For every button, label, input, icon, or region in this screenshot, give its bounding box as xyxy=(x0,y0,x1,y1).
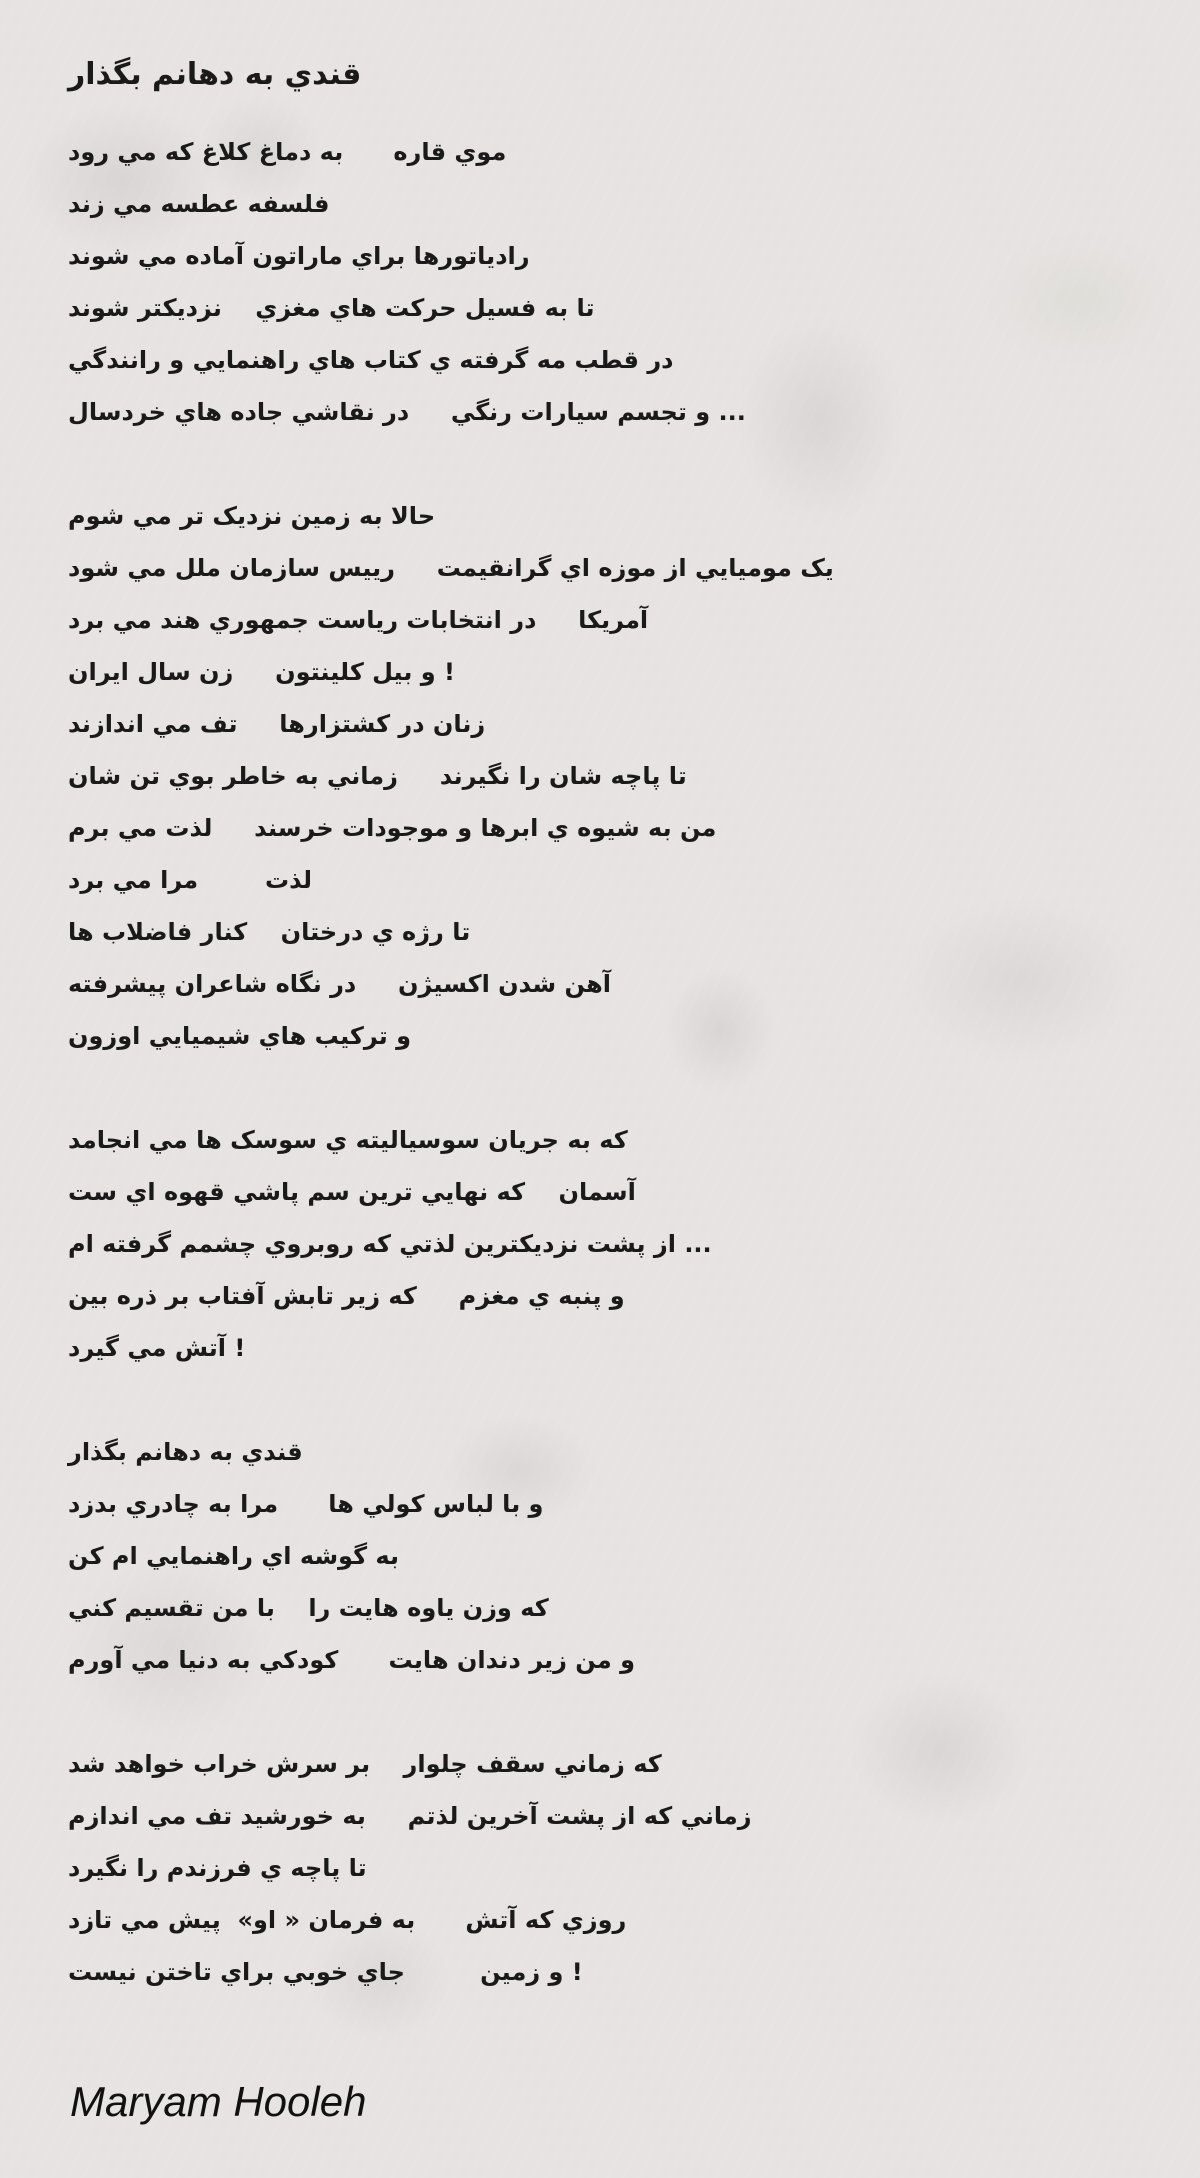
poem-line: روزي که آتش به فرمان « او» پيش مي تازد xyxy=(68,1906,627,1934)
poem-line: که به جريان سوسياليته ي سوسک ها مي انجامد xyxy=(68,1126,628,1154)
poem-line: آسمان که نهايي ترين سم پاشي قهوه اي ست xyxy=(68,1178,636,1206)
poem-line: حالا به زمين نزديک تر مي شوم xyxy=(68,502,436,530)
poem-line: به گوشه اي راهنمايي ام کن xyxy=(68,1542,399,1570)
poem-line: آهن شدن اکسيژن در نگاه شاعران پيشرفته xyxy=(68,970,611,998)
stanza-2 xyxy=(68,490,1148,1062)
poem-line: تا به فسيل حرکت هاي مغزي نزديکتر شوند xyxy=(68,294,595,322)
poem-line: فلسفه عطسه مي زند xyxy=(68,190,330,218)
poem-line: و با لباس کولي ها مرا به چادري بدزد xyxy=(68,1490,544,1518)
poem-line: زماني که از پشت آخرين لذتم به خورشيد تف مي اندازم xyxy=(68,1802,752,1830)
poem-line: ! و زمين جاي خوبي براي تاختن نيست xyxy=(68,1958,583,1986)
poem-line: تا پاچه ي فرزندم را نگيرد xyxy=(68,1854,367,1882)
author-name: Maryam Hooleh xyxy=(70,2078,367,2125)
poem-line: ! و بيل کلينتون زن سال ايران xyxy=(68,658,455,686)
poem-line: ! آتش مي گيرد xyxy=(68,1334,246,1362)
poem-line: رادياتورها براي ماراتون آماده مي شوند xyxy=(68,242,530,270)
poem-line: که زماني سقف چلوار بر سرش خراب خواهد شد xyxy=(68,1750,662,1778)
poem-line: ... از پشت نزديکترين لذتي که روبروي چشمم گرفته ام xyxy=(68,1230,712,1258)
poem-line: در قطب مه گرفته ي کتاب هاي راهنمايي و رانندگي xyxy=(68,346,674,374)
poem-line: که وزن ياوه هايت را با من تقسيم کني xyxy=(68,1594,549,1622)
poem-line: و من زير دندان هايت کودکي به دنيا مي آورم xyxy=(68,1646,636,1674)
poem-line: تا رژه ي درختان کنار فاضلاب ها xyxy=(68,918,471,946)
stanza-1 xyxy=(68,126,1148,438)
stanza-5 xyxy=(68,1738,1148,1998)
poem-title: قندي به دهانم بگذار xyxy=(68,57,362,92)
poem-line: و پنبه ي مغزم که زير تابش آفتاب بر ذره بين xyxy=(68,1282,625,1310)
poem-line: آمريکا در انتخابات رياست جمهوري هند مي برد xyxy=(68,606,649,634)
stanza-4 xyxy=(68,1426,1148,1686)
poem-line: زنان در کشتزارها تف مي اندازند xyxy=(68,710,486,738)
poem-line: و ترکيب هاي شيميايي اوزون xyxy=(68,1022,412,1050)
poem-line: موي قاره به دماغ کلاغ که مي رود xyxy=(68,138,507,166)
poem-line: لذت مرا مي برد xyxy=(68,866,312,894)
poem-line: تا پاچه شان را نگيرند زماني به خاطر بوي تن شان xyxy=(68,762,687,790)
poem-line: من به شيوه ي ابرها و موجودات خرسند لذت مي برم xyxy=(68,814,717,842)
poem-line: ... و تجسم سيارات رنگي در نقاشي جاده هاي خردسال xyxy=(68,398,746,426)
poem xyxy=(68,40,1148,2050)
poem-line: قندي به دهانم بگذار xyxy=(68,1438,303,1466)
poem-line: يک موميايي از موزه اي گرانقيمت رييس سازمان ملل مي شود xyxy=(68,554,834,582)
stanza-3 xyxy=(68,1114,1148,1374)
